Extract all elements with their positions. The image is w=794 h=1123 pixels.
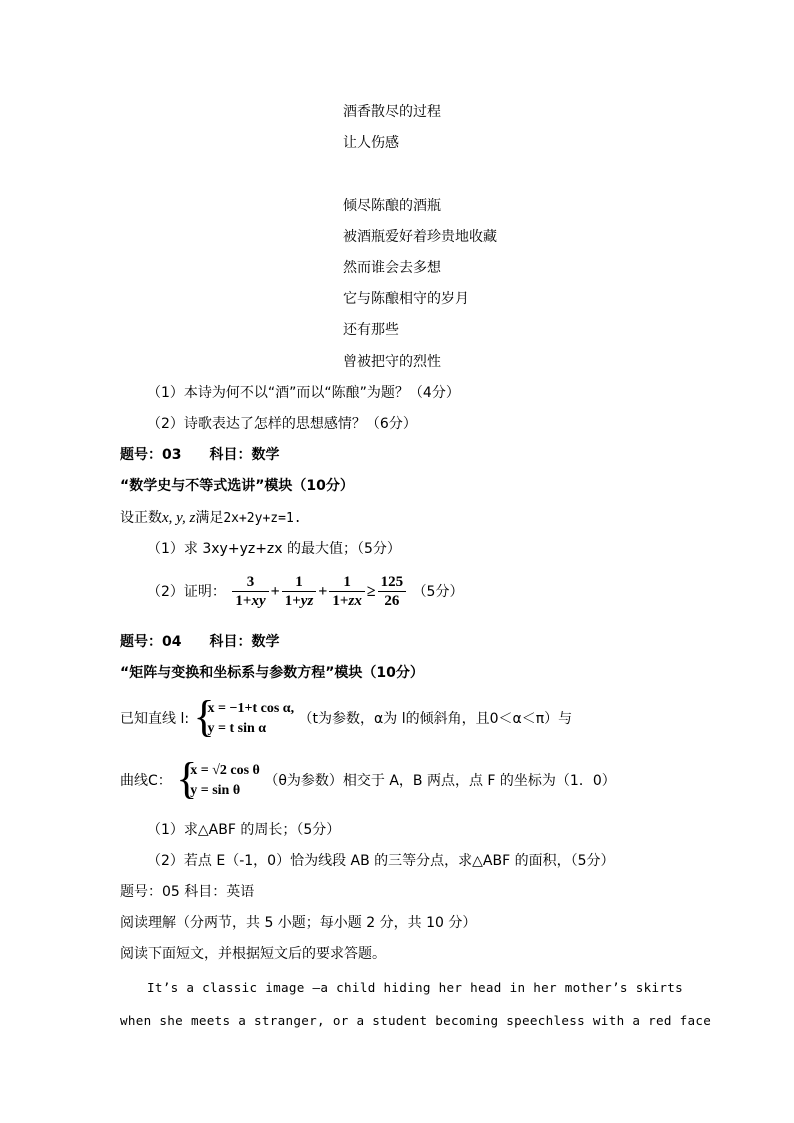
equation-row: y = sin θ <box>190 783 241 798</box>
poem-line: 还有那些 <box>343 322 399 338</box>
equation-row: x = −1+t cos α, <box>207 701 295 716</box>
line-definition <box>120 692 573 741</box>
denominator: 26 <box>378 591 407 610</box>
question-number: 题号：03 <box>120 447 182 463</box>
intro-text: 设正数 <box>120 510 162 526</box>
problem-statement-03 <box>120 509 302 528</box>
poem-line: 让人伤感 <box>343 135 399 151</box>
module-title-04: “矩阵与变换和坐标系与参数方程”模块（10分） <box>120 665 424 681</box>
poem-line: 酒香散尽的过程 <box>343 104 441 120</box>
question-header-05: 题号：05 科目：英语 <box>120 884 255 900</box>
sub-question-2 <box>147 573 463 611</box>
denominator <box>282 591 317 610</box>
poem-line: 然而谁会去多想 <box>343 260 441 276</box>
geq-sign: ≥ <box>366 583 376 600</box>
line-label: 已知直线 l: <box>120 711 190 727</box>
fraction-2 <box>282 574 317 610</box>
curve-conditions: （θ为参数）相交于 A，B 两点，点 F 的坐标为（1．0） <box>264 773 616 789</box>
intro-text: 满足 <box>195 510 224 526</box>
poem-question-2: （2）诗歌表达了怎样的思想感情？（6分） <box>147 416 417 432</box>
module-title-03: “数学史与不等式选讲”模块（10分） <box>120 478 354 494</box>
instruction-text: 阅读下面短文，并根据短文后的要求答题。 <box>120 946 386 962</box>
sub-question-1: （1）求 3xy+yz+zx 的最大值；（5分） <box>147 541 401 557</box>
curve-label: 曲线C： <box>120 773 172 789</box>
poem-line: 倾尽陈酿的酒瓶 <box>343 198 441 214</box>
curve-definition <box>120 754 616 803</box>
parametric-system-curve <box>176 754 260 803</box>
denominator-part: yz <box>300 593 314 609</box>
fraction-1 <box>232 574 268 610</box>
passage-line-2: when she meets a stranger, or a student becoming speechless with a red face <box>120 1013 712 1028</box>
equation-row: y = t sin α <box>207 721 267 736</box>
score-note: （5分） <box>412 584 464 600</box>
sub-question-2: （2）若点 E（-1，0）恰为线段 AB 的三等分点，求△ABF 的面积，（5分） <box>147 853 615 869</box>
numerator: 125 <box>380 574 404 590</box>
variables: x, y, z <box>162 510 196 526</box>
question-subject: 科目：数学 <box>209 634 280 650</box>
equation-row: x = √2 cos θ <box>190 763 260 778</box>
sub-question-1: （1）求△ABF 的周长；（5分） <box>147 822 341 838</box>
denominator-part: 1+ <box>235 593 252 609</box>
numerator: 1 <box>295 574 303 590</box>
poem-question-1: （1）本诗为何不以“酒”而以“陈酿”为题？（4分） <box>147 385 460 401</box>
brace-icon: { <box>176 754 198 803</box>
parametric-system-line <box>193 692 295 741</box>
proof-label: （2）证明： <box>147 584 226 600</box>
denominator <box>329 591 364 610</box>
denominator-part: zx <box>348 593 362 609</box>
denominator-part: xy <box>251 593 266 609</box>
poem-line: 曾被把守的烈性 <box>343 354 441 370</box>
poem-line: 它与陈酿相守的岁月 <box>343 291 469 307</box>
question-subject: 科目：数学 <box>209 447 280 463</box>
plus-sign: + <box>318 583 328 600</box>
denominator-part: 1+ <box>332 593 349 609</box>
denominator-part: 1+ <box>284 593 301 609</box>
numerator: 1 <box>343 574 351 590</box>
section-title: 阅读理解（分两节，共 5 小题；每小题 2 分，共 10 分） <box>120 915 477 931</box>
question-header-03 <box>120 446 279 464</box>
fraction-3 <box>329 574 364 610</box>
poem-line: 被酒瓶爱好着珍贵地收藏 <box>343 229 497 245</box>
line-conditions: （t为参数，α为 l的倾斜角，且0＜α＜π）与 <box>298 711 573 727</box>
question-number: 题号：04 <box>120 634 182 650</box>
denominator <box>232 591 268 610</box>
passage-line-1: It’s a classic image –a child hiding her head in her mother’s skirts <box>147 980 683 995</box>
numerator: 3 <box>246 574 255 590</box>
brace-icon: { <box>193 692 215 741</box>
fraction-rhs <box>378 574 407 610</box>
plus-sign: + <box>270 583 280 600</box>
constraint-equation: 2x+2y+z=1. <box>223 511 302 526</box>
question-header-04 <box>120 633 279 651</box>
